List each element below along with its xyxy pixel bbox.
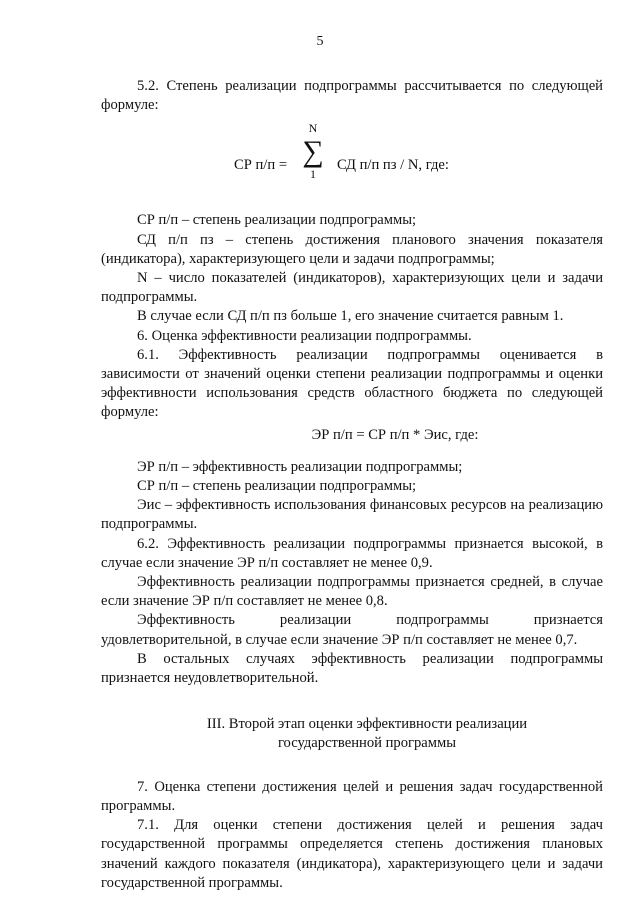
formula-rhs: СД п/п пз / N, где:	[337, 157, 449, 174]
definition-sr-2: СР п/п – степень реализации подпрограммы;	[137, 478, 417, 495]
paragraph-6-1: 6.1. Эффективность реализации подпрограммы оценивается в зависимости от значений оценки степени реализации подпрограммы и оценки эффективности использования средств областного бюджета по следующей формуле:	[101, 346, 603, 421]
paragraph-6: 6. Оценка эффективности реализации подпрограммы.	[137, 327, 472, 344]
paragraph-6-2-medium: Эффективность реализации подпрограммы признается средней, в случае если значение ЭР п/п составляет не менее 0,8.	[101, 574, 603, 610]
page-number: 5	[316, 34, 324, 49]
definition-eis: Эис – эффективность использования финансовых ресурсов на реализацию подпрограммы.	[101, 497, 603, 533]
paragraph-6-2-high: 6.2. Эффективность реализации подпрограммы признается высокой, в случае если значение ЭР п/п составляет не менее 0,9.	[101, 535, 603, 571]
definition-sr: СР п/п – степень реализации подпрограммы;	[137, 212, 417, 229]
note-greater-than-one: В случае если СД п/п пз больше 1, его значение считается равным 1.	[137, 308, 564, 325]
definition-er: ЭР п/п – эффективность реализации подпрограммы;	[137, 458, 463, 475]
document-body	[101, 77, 603, 893]
sum-upper-limit: N	[308, 121, 318, 136]
spacer	[101, 448, 603, 458]
paragraph-6-2-satisfactory: Эффективность реализации подпрограммы признается удовлетворительной, в случае если значение ЭР п/п составляет не менее 0,7.	[101, 612, 603, 648]
sum-operator	[301, 122, 325, 180]
formula-subprogram-realization	[101, 115, 603, 211]
definition-n: N – число показателей (индикаторов), характеризующих цели и задачи подпрограммы.	[101, 270, 603, 306]
paragraph-5-2: 5.2. Степень реализации подпрограммы рассчитывается по следующей формуле:	[101, 78, 603, 114]
paragraph-7-1: 7.1. Для оценки степени достижения целей и решения задач государственной программы определяется степень достижения плановых значений каждого показателя (индикатора), характеризующего цели и задачи государственной программы.	[101, 817, 603, 891]
formula-subprogram-efficiency: ЭР п/п = СР п/п * Эис, где:	[311, 426, 479, 443]
section-heading-line-1: III. Второй этап оценки эффективности реализации	[206, 716, 528, 733]
section-heading	[101, 715, 603, 753]
paragraph-7: 7. Оценка степени достижения целей и решения задач государственной программы.	[101, 778, 603, 814]
sigma-symbol: ∑	[302, 135, 324, 169]
formula-lhs: СР п/п =	[234, 157, 288, 174]
definition-sd: СД п/п пз – степень достижения планового значения показателя (индикатора), характеризующего цели и задачи подпрограммы;	[101, 231, 603, 267]
section-heading-line-2: государственной программы	[277, 735, 457, 752]
paragraph-6-2-other: В остальных случаях эффективность реализации подпрограммы признается неудовлетворительной.	[101, 650, 603, 687]
sum-lower-limit: 1	[310, 167, 316, 182]
